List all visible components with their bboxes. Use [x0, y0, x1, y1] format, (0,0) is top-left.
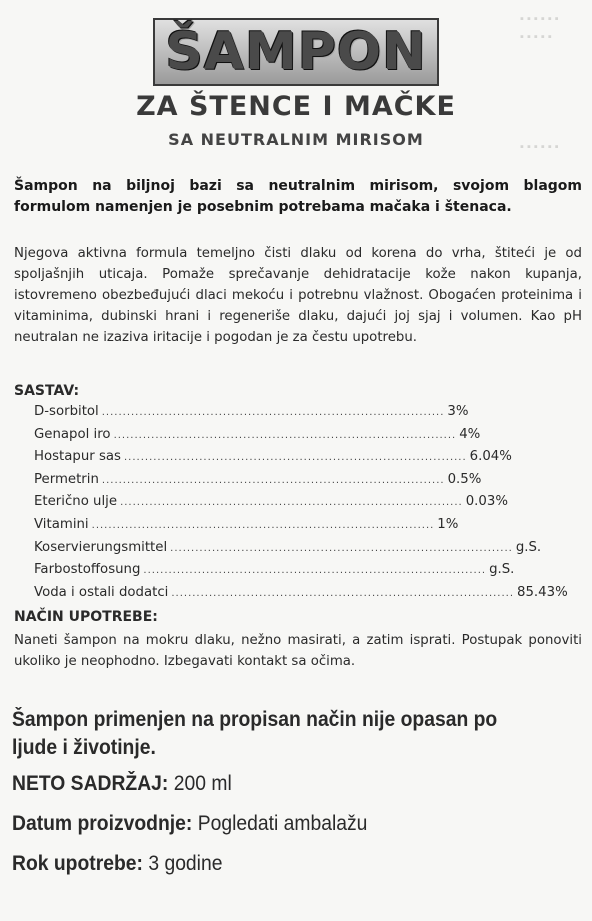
ingredient-value: 4% — [459, 426, 481, 442]
ingredient-row — [34, 494, 508, 517]
ingredient-value: g.S. — [515, 539, 542, 555]
ingredient-value: 0.03% — [465, 494, 508, 510]
production-date-value: Pogledati ambalažu — [197, 812, 368, 835]
ingredient-name: Koservierungsmittel — [34, 539, 168, 555]
ingredient-row — [34, 471, 482, 495]
ingredient-row — [34, 516, 459, 540]
dot-leader: .................................................................................. — [91, 519, 435, 531]
ingredient-list — [34, 404, 568, 607]
dot-leader: .................................................................................. — [120, 497, 463, 509]
expiry-value: 3 godine — [148, 852, 223, 875]
ingredient-row — [34, 426, 481, 450]
product-subtitle: ZA ŠTENCE I MAČKE — [136, 91, 456, 122]
intro-paragraph: Šampon na biljnoj bazi sa neutralnim mirisom, svojom blagom formulom namenjen je posebnim potrebama mačaka i štenaca. — [14, 178, 582, 215]
ingredient-row — [34, 449, 512, 472]
usage-paragraph: Naneti šampon na mokru dlaku, nežno masirati, a zatim isprati. Postupak ponoviti ukoliko je neophodno. Izbegavati kontakt sa očima. — [14, 633, 582, 669]
ingredient-value: 85.43% — [517, 584, 568, 600]
production-date-line — [12, 812, 367, 836]
usage-heading: NAČIN UPOTREBE: — [14, 609, 158, 625]
ingredient-name: Hostapur sas — [34, 449, 121, 465]
expiry-line — [12, 852, 222, 876]
dot-leader: .................................................................................. — [143, 565, 487, 577]
dot-leader: .................................................................................. — [101, 407, 445, 418]
composition-heading: SASTAV: — [14, 383, 80, 399]
net-content-value: 200 ml — [173, 772, 232, 795]
brand-wordmark: ŠAMPON — [153, 18, 438, 86]
ingredient-row — [34, 539, 542, 563]
product-tagline: SA NEUTRALNIM MIRISOM — [168, 130, 424, 149]
expiry-label: Rok upotrebe: — [12, 852, 143, 875]
safety-statement: Šampon primenjen na propisan način nije opasan po ljude i životinje. — [12, 708, 498, 759]
ingredient-name: Genapol iro — [34, 426, 111, 442]
production-date-label: Datum proizvodnje: — [12, 812, 193, 835]
dot-leader: .................................................................................. — [113, 429, 457, 441]
show-through-text: ▪ ▪ ▪ ▪ ▪ ▪ — [520, 141, 559, 153]
ingredient-row — [34, 562, 515, 585]
brand-title — [0, 18, 592, 86]
dot-leader: .................................................................................. — [171, 587, 515, 599]
ingredient-row — [34, 404, 469, 427]
dot-leader: .................................................................................. — [101, 474, 445, 486]
ingredient-value: g.S. — [489, 562, 515, 578]
ingredient-value: 3% — [447, 404, 469, 419]
ingredient-name: Permetrin — [34, 471, 99, 487]
ingredient-name: Vitamini — [34, 516, 89, 532]
ingredient-value: 1% — [437, 516, 459, 532]
show-through-text: ▪ ▪ ▪ ▪ ▪ ▪ — [520, 13, 559, 25]
ingredient-value: 6.04% — [469, 449, 512, 465]
ingredient-name: D-sorbitol — [34, 404, 99, 419]
ingredient-value: 0.5% — [447, 471, 482, 487]
dot-leader: .................................................................................. — [170, 542, 513, 554]
description-paragraph: Njegova aktivna formula temeljno čisti dlaku od korena do vrha, štiteći je od spoljašnjih uticaja. Pomaže sprečavanje dehidratacije kože nakon kupanja, istovremeno obezbeđujući dlaci mekoću i potrebnu vlažnost. Obogaćen proteinima i vitaminima, dubinski hrani i regeneriše dlaku, dajući joj sjaj i volumen. Kao pH neutralan ne izaziva iritacije i pogodan je za čestu upotrebu. — [14, 246, 582, 345]
net-content-label: NETO SADRŽAJ: — [12, 772, 169, 795]
ingredient-name: Farbostoffosung — [34, 562, 141, 578]
ingredient-name: Voda i ostali dodatci — [34, 584, 169, 600]
ingredient-row — [34, 584, 568, 608]
dot-leader: .................................................................................. — [124, 452, 467, 464]
ingredient-name: Eterično ulje — [34, 494, 118, 510]
show-through-text: ▪ ▪ ▪ ▪ ▪ — [520, 31, 552, 43]
net-content-line — [12, 772, 232, 796]
